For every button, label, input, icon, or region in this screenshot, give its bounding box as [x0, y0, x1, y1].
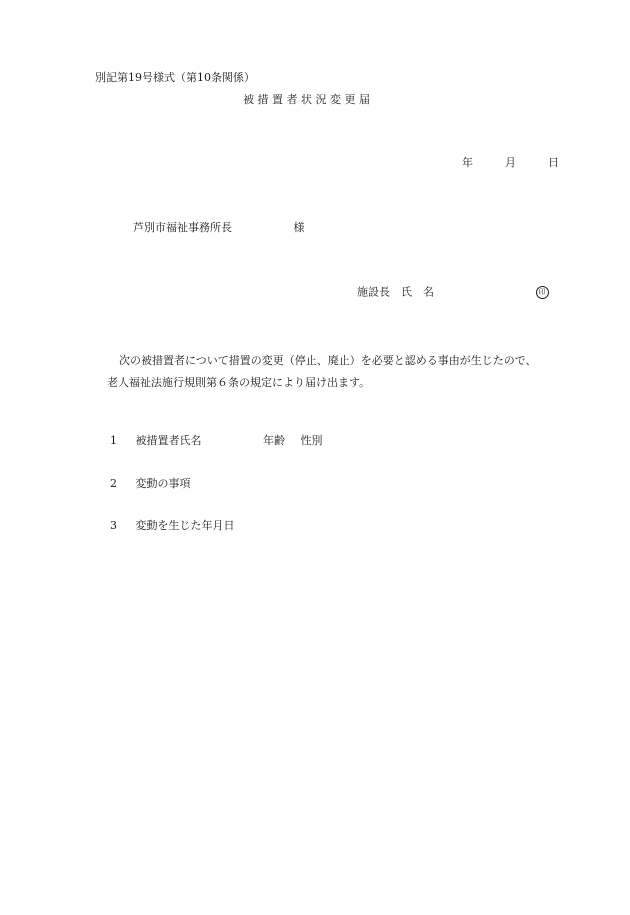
date-day: 日	[548, 156, 559, 169]
date-month: 月	[505, 156, 516, 169]
notification-body	[95, 350, 595, 394]
item-label: 変動を生じた年月日	[135, 519, 235, 532]
item-recipient-name	[110, 435, 323, 446]
form-number: 別記第19号様式（第10条関係）	[95, 71, 255, 84]
seal-mark: 印	[536, 286, 549, 299]
facility-director	[357, 286, 549, 299]
date-year: 年	[462, 156, 473, 169]
item-number: 1	[110, 434, 117, 447]
item-label: 変動の事項	[135, 477, 191, 490]
item-change-matter	[110, 478, 191, 489]
facility-director-label: 施設長 氏 名	[357, 285, 434, 299]
document-title: 被 措 置 者 状 況 変 更 届	[243, 93, 370, 106]
addressee-name: 芦別市福祉事務所長	[133, 221, 232, 234]
addressee	[133, 222, 305, 233]
body-line-1: 次の被措置者について措置の変更（停止、廃止）を必要と認める事由が生じたので、	[119, 354, 537, 367]
age-label: 年齢	[263, 434, 285, 447]
item-number: 3	[110, 519, 117, 532]
date-line	[462, 157, 559, 168]
item-label: 被措置者氏名	[135, 434, 202, 447]
item-number: 2	[110, 477, 117, 490]
item-change-date	[110, 520, 235, 531]
body-line-2: 老人福祉法施行規則第６条の規定により届け出ます。	[107, 376, 371, 389]
sex-label: 性別	[300, 434, 323, 447]
addressee-honorific: 様	[293, 221, 305, 234]
